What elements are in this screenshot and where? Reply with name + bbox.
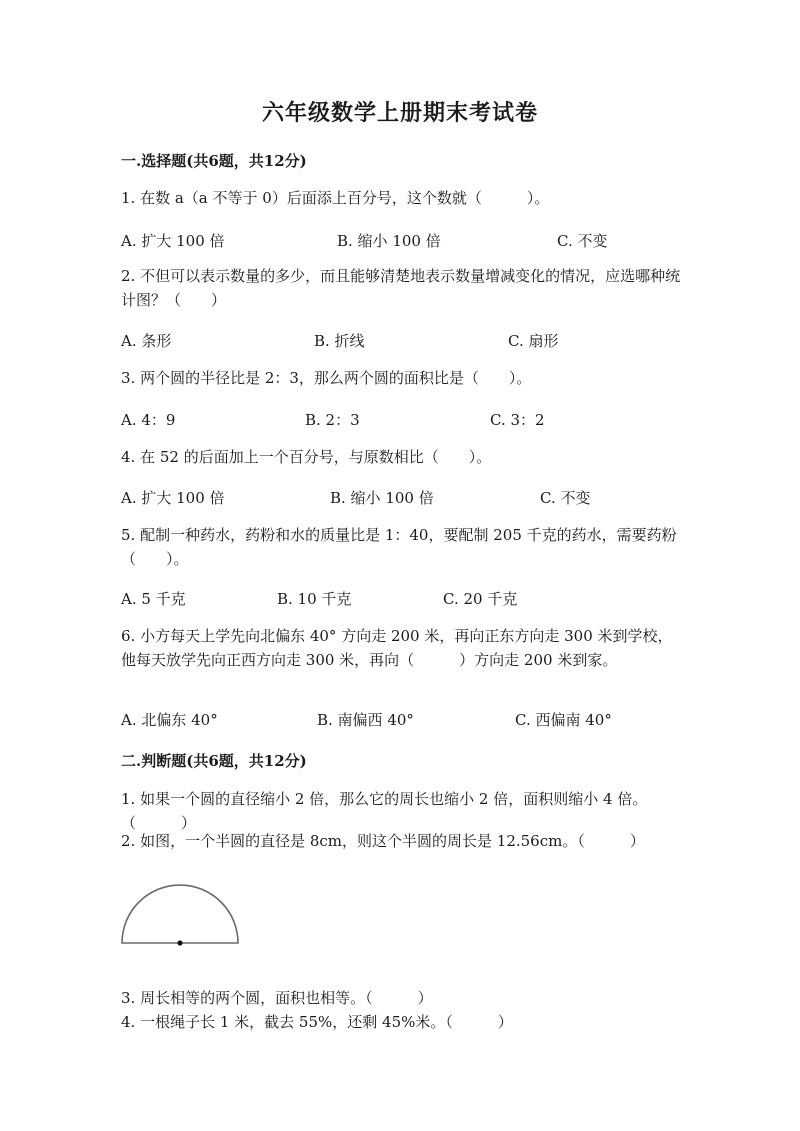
section-heading-choice: 一.选择题(共6题，共12分) bbox=[121, 152, 307, 170]
option-c: C. 扇形 bbox=[508, 332, 559, 350]
option-a: A. 北偏东 40° bbox=[121, 711, 218, 729]
option-c: C. 不变 bbox=[540, 489, 591, 507]
section-heading-judgement: 二.判断题(共6题，共12分) bbox=[121, 752, 307, 770]
option-a: A. 扩大 100 倍 bbox=[121, 489, 225, 507]
question-stem: 1. 如果一个圆的直径缩小 2 倍，那么它的周长也缩小 2 倍，面积则缩小 4 倍。（ ） bbox=[121, 790, 648, 832]
option-a: A. 4：9 bbox=[121, 411, 176, 429]
option-b: B. 10 千克 bbox=[277, 590, 352, 608]
question-stem: 1. 在数 a（a 不等于 0）后面添上百分号，这个数就（ ）。 bbox=[121, 189, 550, 207]
exam-title: 六年级数学上册期末考试卷 bbox=[261, 100, 538, 126]
option-b: B. 缩小 100 倍 bbox=[330, 489, 434, 507]
option-a: A. 5 千克 bbox=[121, 590, 186, 608]
question-stem: 3. 周长相等的两个圆，面积也相等。（ ） bbox=[121, 989, 433, 1007]
question-stem: 4. 在 52 的后面加上一个百分号，与原数相比（ ）。 bbox=[121, 448, 492, 466]
option-a: A. 扩大 100 倍 bbox=[121, 232, 225, 250]
option-c: C. 西偏南 40° bbox=[515, 711, 612, 729]
option-b: B. 南偏西 40° bbox=[317, 711, 414, 729]
option-b: B. 缩小 100 倍 bbox=[337, 232, 441, 250]
question-stem: 6. 小方每天上学先向北偏东 40° 方向走 200 米，再向正东方向走 300 米到学校，他每天放学先向正西方向走 300 米，再向（ ）方向走 200 米到家。 bbox=[121, 627, 673, 669]
option-a: A. 条形 bbox=[121, 332, 172, 350]
question-stem: 2. 不但可以表示数量的多少，而且能够清楚地表示数量增减变化的情况，应选哪种统计图？（ ） bbox=[121, 267, 681, 309]
option-b: B. 折线 bbox=[314, 332, 365, 350]
semicircle-figure bbox=[118, 880, 242, 950]
center-point bbox=[177, 940, 182, 945]
semicircle-outline bbox=[122, 885, 238, 943]
option-c: C. 不变 bbox=[557, 232, 608, 250]
option-b: B. 2：3 bbox=[305, 411, 360, 429]
option-c: C. 20 千克 bbox=[443, 590, 518, 608]
question-stem: 5. 配制一种药水，药粉和水的质量比是 1：40，要配制 205 千克的药水，需要药粉（ ）。 bbox=[121, 526, 677, 568]
question-stem: 2. 如图，一个半圆的直径是 8cm，则这个半圆的周长是 12.56cm。（ ） bbox=[121, 832, 645, 850]
question-stem: 3. 两个圆的半径比是 2：3，那么两个圆的面积比是（ ）。 bbox=[121, 369, 532, 387]
question-stem: 4. 一根绳子长 1 米，截去 55%，还剩 45%米。（ ） bbox=[121, 1013, 513, 1031]
option-c: C. 3：2 bbox=[490, 411, 545, 429]
